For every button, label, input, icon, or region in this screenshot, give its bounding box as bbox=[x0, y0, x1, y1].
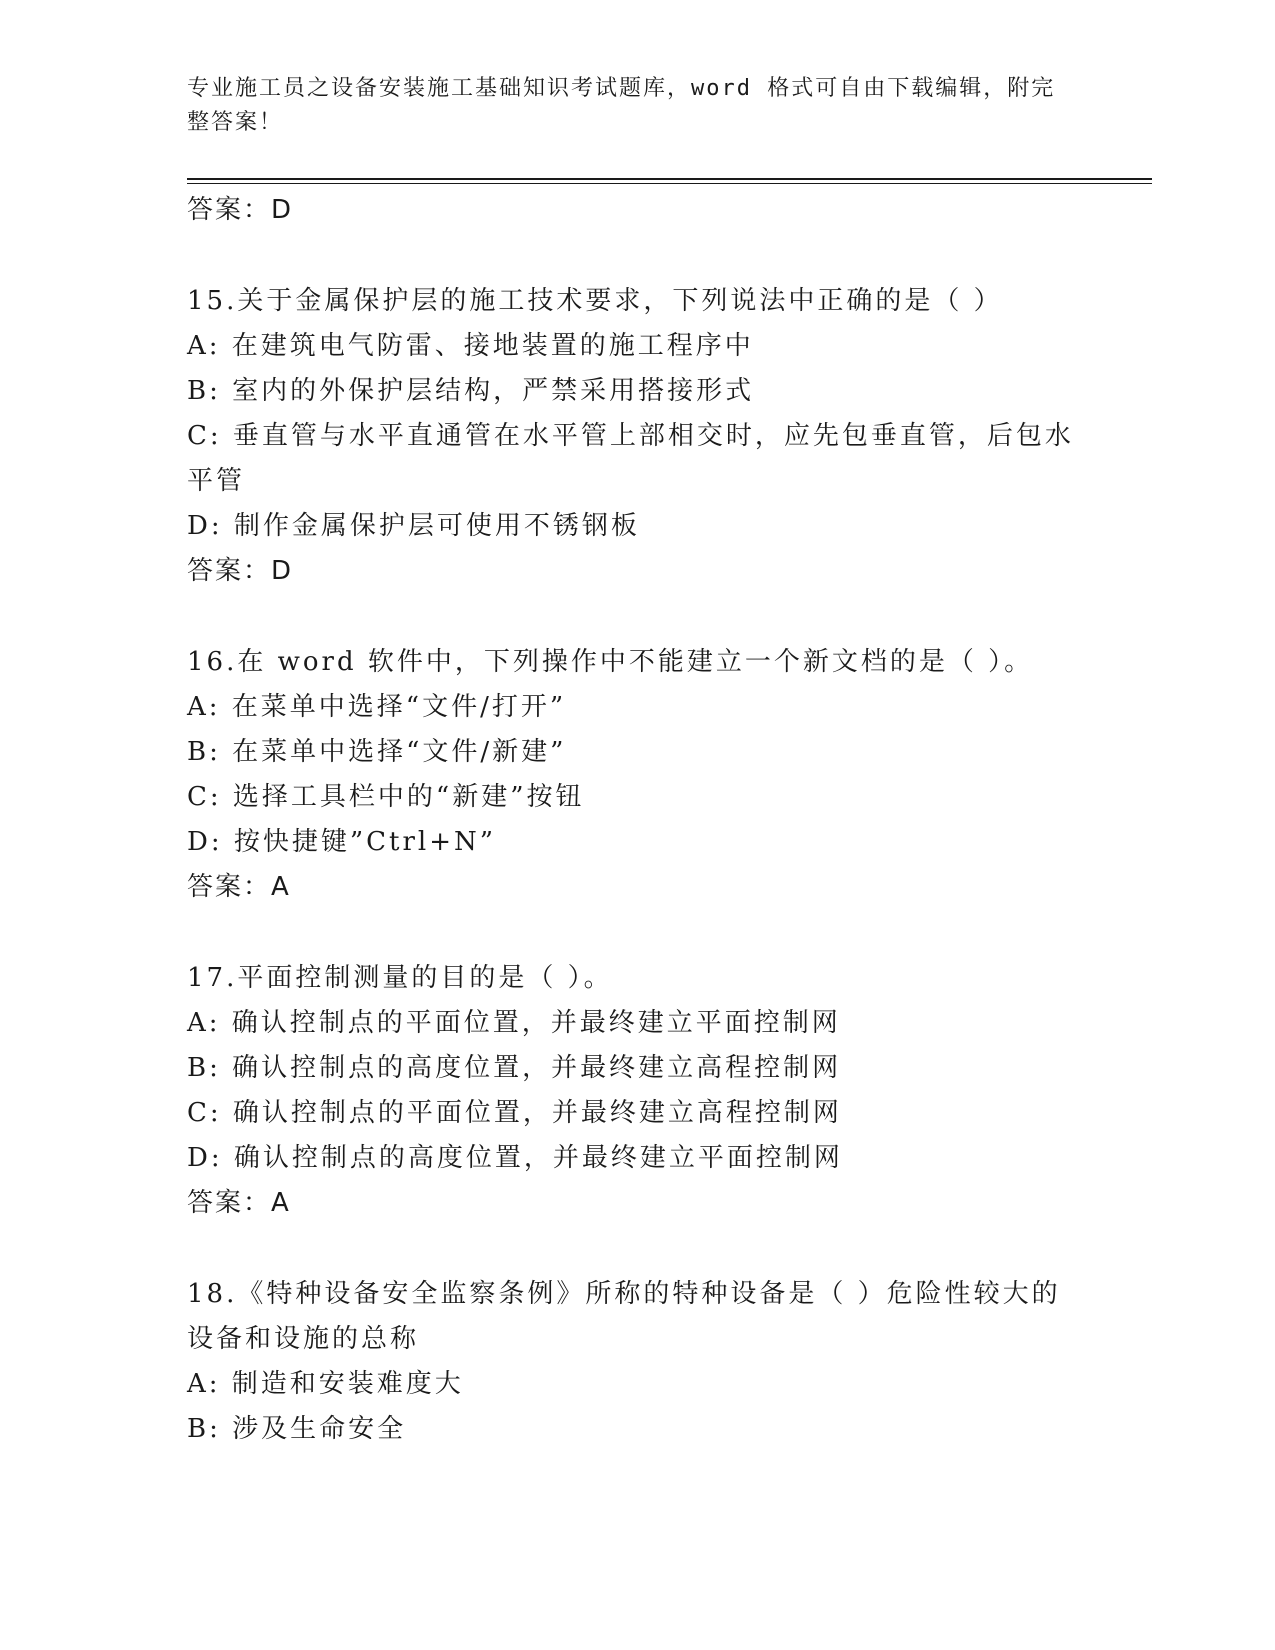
spacer bbox=[187, 1226, 1077, 1272]
answer-line: 答案：D bbox=[187, 556, 294, 586]
question-15 bbox=[187, 279, 1077, 594]
option-d: D: 确认控制点的高度位置，并最终建立平面控制网 bbox=[187, 1143, 843, 1173]
option-b: B: 确认控制点的高度位置，并最终建立高程控制网 bbox=[187, 1053, 842, 1083]
option-c: C: 垂直管与水平直通管在水平管上部相交时，应先包垂直管，后包水平管 bbox=[187, 421, 1074, 496]
question-stem: 17.平面控制测量的目的是（ ）。 bbox=[187, 963, 613, 993]
answer-line: 答案：D bbox=[187, 195, 294, 225]
option-b: B: 室内的外保护层结构，严禁采用搭接形式 bbox=[187, 376, 755, 406]
spacer bbox=[187, 910, 1077, 956]
question-16 bbox=[187, 640, 1077, 910]
option-c: C: 确认控制点的平面位置，并最终建立高程控制网 bbox=[187, 1098, 842, 1128]
answer-line: 答案：A bbox=[187, 1188, 291, 1218]
question-stem: 16.在 word 软件中，下列操作中不能建立一个新文档的是（ ）。 bbox=[187, 647, 1034, 677]
question-list bbox=[187, 188, 1077, 1452]
spacer bbox=[187, 594, 1077, 640]
option-a: A: 确认控制点的平面位置，并最终建立平面控制网 bbox=[187, 1008, 841, 1038]
option-a: A: 制造和安装难度大 bbox=[187, 1369, 464, 1399]
option-a: A: 在建筑电气防雷、接地装置的施工程序中 bbox=[187, 331, 754, 361]
question-stem: 18.《特种设备安全监察条例》所称的特种设备是（ ）危险性较大的设备和设施的总称 bbox=[187, 1279, 1061, 1354]
answer-line: 答案：A bbox=[187, 872, 291, 902]
option-a: A: 在菜单中选择“文件/打开” bbox=[187, 692, 567, 722]
question-stem: 15.关于金属保护层的施工技术要求，下列说法中正确的是（ ） bbox=[187, 286, 1003, 316]
header-divider-thin bbox=[187, 183, 1152, 184]
page-header: 专业施工员之设备安装施工基础知识考试题库，word 格式可自由下载编辑，附完整答案！ bbox=[187, 76, 1056, 135]
option-c: C: 选择工具栏中的“新建”按钮 bbox=[187, 782, 585, 812]
option-d: D: 按快捷键”Ctrl+N” bbox=[187, 827, 497, 857]
option-b: B: 在菜单中选择“文件/新建” bbox=[187, 737, 567, 767]
option-b: B: 涉及生命安全 bbox=[187, 1414, 407, 1444]
question-18 bbox=[187, 1272, 1077, 1452]
header-divider-thick bbox=[187, 178, 1152, 180]
option-d: D: 制作金属保护层可使用不锈钢板 bbox=[187, 511, 640, 541]
question-17 bbox=[187, 956, 1077, 1226]
spacer bbox=[187, 233, 1077, 279]
